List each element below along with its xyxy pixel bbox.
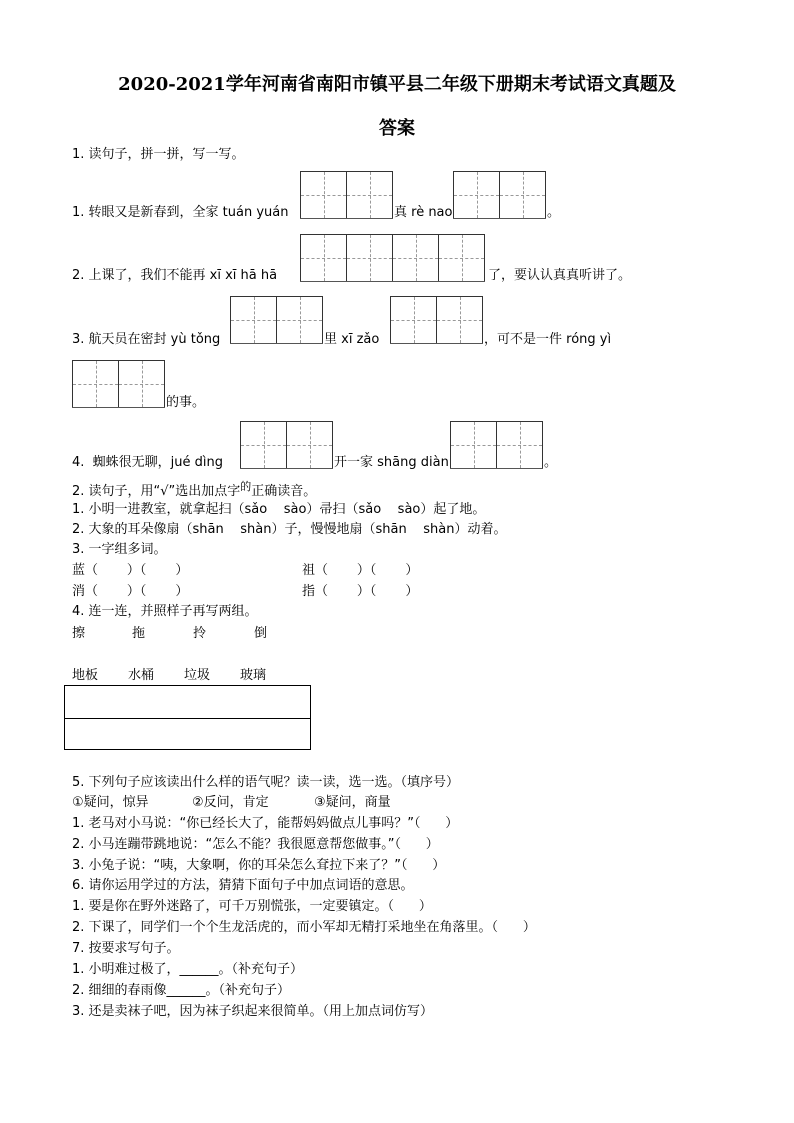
q2-item: 1. 小明一进教室，就拿起扫（sǎo sào）帚扫（sǎo sào）起了地。: [72, 502, 486, 517]
q7-heading: 7. 按要求写句子。: [72, 941, 180, 956]
q1-s3-text: 的事。: [166, 395, 206, 410]
q2-heading-text: 正确读音。: [251, 484, 317, 499]
document-title-line2: 答案: [379, 118, 415, 139]
q3-row: 消（ ）（ ）: [72, 584, 189, 599]
q4-verb: 倒: [254, 626, 268, 641]
writing-grid[interactable]: [390, 296, 483, 344]
q1-heading: 1. 读句子，拼一拼，写一写。: [72, 147, 245, 162]
q7-item: 3. 还是卖袜子吧，因为袜子织起来很简单。（用上加点词仿写）: [72, 1004, 434, 1019]
q5-item: 3. 小兔子说：“咦，大象啊，你的耳朵怎么耷拉下来了？”（ ）: [72, 858, 446, 873]
answer-row[interactable]: [65, 719, 310, 751]
q5-item: 2. 小马连蹦带跳地说：“怎么不能？我很愿意帮您做事。”（ ）: [72, 837, 439, 852]
q7-item: 1. 小明难过极了，______。（补充句子）: [72, 962, 304, 977]
q5-option: ②反问，肯定: [192, 795, 269, 810]
q1-s1-text: 1. 转眼又是新春到，全家 tuán yuán: [72, 205, 289, 220]
q4-noun: 垃圾: [184, 668, 211, 683]
q2-heading-text: 2. 读句子，用“√”选出加点字: [72, 484, 241, 499]
q3-row: 蓝（ ）（ ）: [72, 563, 189, 578]
q1-s1-text: 。: [547, 205, 561, 220]
q2-item: 2. 大象的耳朵像扇（shān shàn）子，慢慢地扇（shān shàn）动着。: [72, 522, 507, 537]
q1-s4-text: 开一家 shāng diàn: [334, 455, 449, 470]
q1-s3-text: 3. 航天员在密封 yù tǒng: [72, 332, 221, 347]
document-title-line1: 2020-2021学年河南省南阳市镇平县二年级下册期末考试语文真题及: [118, 74, 676, 95]
answer-row[interactable]: [65, 686, 310, 719]
q1-s4-text: 4. 蜘蛛很无聊，jué dìng: [72, 455, 224, 470]
writing-grid[interactable]: [240, 421, 333, 469]
q6-heading: 6. 请你运用学过的方法，猜猜下面句子中加点词语的意思。: [72, 878, 414, 893]
q4-verb: 拖: [132, 626, 146, 641]
q2-heading: [72, 480, 317, 500]
q4-answer-table[interactable]: [64, 685, 311, 750]
q6-item: 2. 下课了，同学们一个个生龙活虎的，而小军却无精打采地坐在角落里。（ ）: [72, 920, 536, 935]
q6-item: 1. 要是你在野外迷路了，可千万别慌张，一定要镇定。（ ）: [72, 899, 432, 914]
q4-noun: 地板: [72, 668, 99, 683]
q1-s1-text: 真 rè nao: [394, 205, 453, 220]
q1-s3-text: ，可不是一件 róng yì: [484, 332, 612, 347]
writing-grid[interactable]: [300, 171, 393, 219]
q4-verb: 擦: [72, 626, 86, 641]
q4-noun: 水桶: [128, 668, 155, 683]
writing-grid[interactable]: [300, 234, 485, 282]
q5-option: ①疑问，惊异: [72, 795, 149, 810]
writing-grid[interactable]: [453, 171, 546, 219]
q3-row: 指（ ）（ ）: [302, 584, 419, 599]
q1-s2-text: 了，要认认真真听讲了。: [488, 268, 632, 283]
q3-row: 祖（ ）（ ）: [302, 563, 419, 578]
writing-grid[interactable]: [230, 296, 323, 344]
q5-item: 1. 老马对小马说：“你已经长大了，能帮妈妈做点儿事吗？”（ ）: [72, 816, 459, 831]
q1-s3-text: 里 xī zǎo: [324, 332, 380, 347]
q4-heading: 4. 连一连，并照样子再写两组。: [72, 604, 258, 619]
q5-heading: 5. 下列句子应该读出什么样的语气呢？读一读，选一选。（填序号）: [72, 775, 460, 790]
q1-s2-text: 2. 上课了，我们不能再 xī xī hā hā: [72, 268, 278, 283]
q3-heading: 3. 一字组多词。: [72, 542, 167, 557]
q5-option: ③疑问，商量: [314, 795, 391, 810]
q1-s4-text: 。: [544, 455, 558, 470]
writing-grid[interactable]: [450, 421, 543, 469]
writing-grid[interactable]: [72, 360, 165, 408]
q7-item: 2. 细细的春雨像______。（补充句子）: [72, 983, 291, 998]
q4-verb: 拎: [193, 626, 207, 641]
q4-noun: 玻璃: [240, 668, 267, 683]
q2-heading-sup: 的: [240, 480, 252, 493]
